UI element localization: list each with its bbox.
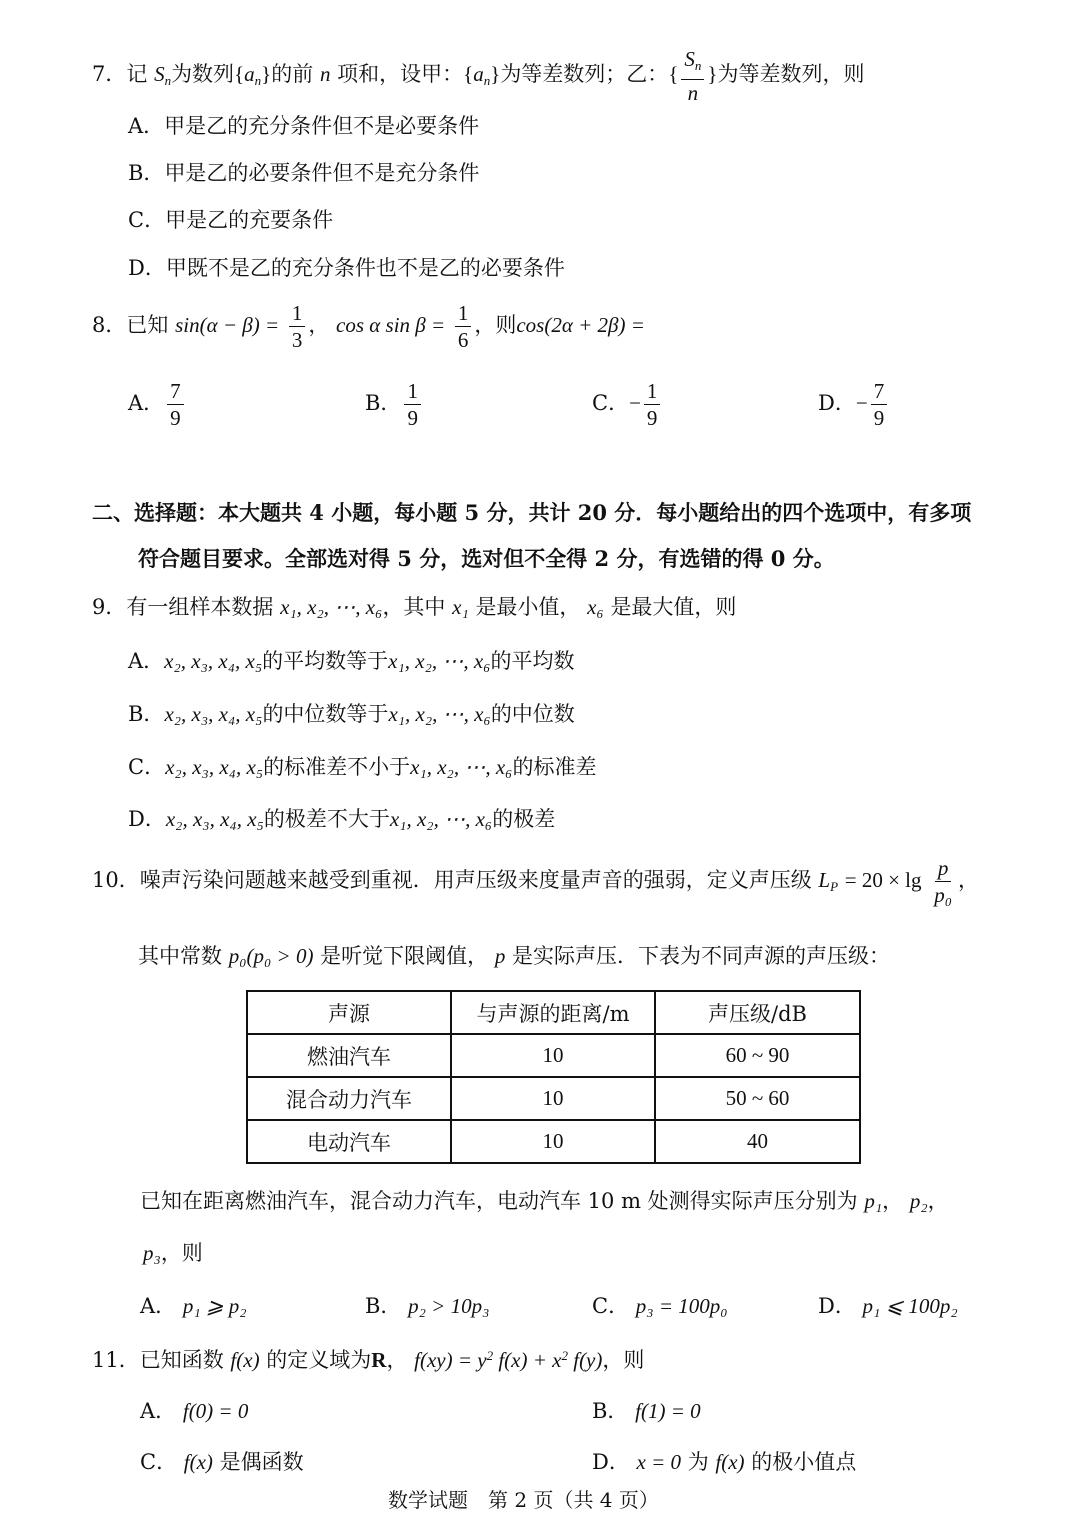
option-label: B． (592, 1399, 629, 1423)
math-seq: x₁, x₂, ⋯, x₆ (389, 807, 493, 831)
q10-after-table (140, 1185, 949, 1215)
text: ，其中 (382, 595, 446, 619)
q10-stem (92, 855, 979, 908)
option-label: D． (592, 1450, 630, 1474)
option-text: 的标准差不小于 (263, 755, 411, 779)
math-p2: p₂ (909, 1189, 928, 1213)
question-number: 8． (92, 313, 127, 337)
sym-a: a (244, 61, 255, 86)
option-label: D． (128, 807, 166, 831)
table-cell: 60 ~ 90 (655, 1034, 860, 1077)
q11-option-a[interactable] (140, 1395, 248, 1425)
option-text: p₁ ⩽ 100p₂ (862, 1294, 958, 1318)
text: 是最大值，则 (610, 595, 737, 619)
math-sin-diff: sin(α − β) = (175, 313, 280, 337)
option-label: C． (140, 1450, 178, 1474)
option-label: C． (128, 208, 166, 232)
table-row (247, 1120, 860, 1163)
option-label: D． (818, 1294, 856, 1318)
option-text: 甲是乙的充要条件 (165, 208, 334, 232)
option-label: B． (365, 1294, 402, 1318)
text: 已知函数 (139, 1348, 224, 1372)
section2-heading-line2: 符合题目要求。全部选对得 5 分，选对但不全得 2 分，有选错的得 0 分。 (138, 546, 835, 571)
math-an-set: $\{a_n\}$ (234, 61, 272, 88)
option-text: 为 (687, 1450, 709, 1474)
math-seq-mid: x₂, x₃, x₄, x₅ (164, 649, 263, 673)
math-sn-over-n: { $\frac{S_n}{n}$ } (668, 47, 718, 105)
frac-den: 9 (873, 406, 885, 430)
math-Lp (818, 868, 838, 892)
math-cos-sum: cos(2α + 2β) = (516, 313, 645, 337)
table-cell: 混合动力汽车 (247, 1077, 451, 1120)
question-number: 7． (92, 61, 127, 86)
text: ， (958, 868, 980, 892)
q11-option-c[interactable] (140, 1446, 304, 1476)
text: 已知 (126, 313, 169, 337)
math-functional-equation (414, 1348, 602, 1372)
q8-option-c[interactable] (592, 378, 663, 431)
q10-after-table-2 (143, 1237, 203, 1267)
question-number: 10． (92, 868, 140, 892)
q10-option-b[interactable] (365, 1290, 489, 1320)
option-text: p₁ ⩾ p₂ (182, 1294, 247, 1318)
q8-option-a[interactable] (128, 378, 187, 431)
math-p: p (494, 944, 506, 968)
table-cell: 10 (451, 1077, 655, 1120)
option-text: 的标准差 (512, 755, 597, 779)
text: 其中常数 (138, 944, 222, 968)
text: ， (308, 313, 330, 337)
option-text: 甲是乙的充分条件但不是必要条件 (164, 114, 480, 138)
text: 的定义域为 (266, 1348, 372, 1372)
text: 为数列 (171, 61, 235, 86)
q7-stem (92, 46, 865, 106)
math-cos-sin: cos α sin β = (336, 313, 446, 337)
option-label: A． (128, 391, 165, 415)
frac-num: 1 (404, 378, 421, 405)
table-header: 声源 (247, 991, 451, 1034)
frac-den: 9 (170, 406, 181, 430)
option-text: f(0) = 0 (182, 1399, 249, 1423)
math-seq: x₁, x₂, ⋯, x₆ (388, 649, 491, 673)
q10-option-c[interactable] (592, 1290, 728, 1320)
option-text: 甲是乙的必要条件但不是充分条件 (164, 161, 480, 185)
math-p3: p₃ (143, 1241, 161, 1265)
q9-option-a[interactable] (128, 645, 575, 675)
table-cell: 电动汽车 (247, 1120, 451, 1163)
math-p0: p₀(p₀ > 0) (228, 944, 314, 968)
table-row (247, 1034, 860, 1077)
q9-option-b[interactable] (128, 698, 575, 728)
option-label: A． (128, 649, 165, 673)
text: ，则 (474, 313, 517, 337)
sym-L: L (818, 868, 831, 892)
table-cell: 10 (451, 1034, 655, 1077)
sub-n: n (694, 58, 702, 73)
question-number: 11． (92, 1348, 140, 1372)
frac-num: 7 (167, 378, 184, 405)
text: ，则 (160, 1241, 203, 1265)
q11-option-b[interactable] (592, 1395, 701, 1425)
sign: − (629, 391, 641, 415)
section2-heading-line1: 二、选择题：本大题共 4 小题，每小题 5 分，共计 20 分．每小题给出的四个选项中，有多项 (92, 500, 972, 525)
table-cell: 10 (451, 1120, 655, 1163)
eq-part: f(y) (573, 1348, 603, 1372)
option-label: C． (128, 755, 166, 779)
math-formula: = 20 × lg (844, 868, 922, 892)
math-seq-mid: x₂, x₃, x₄, x₅ (165, 807, 264, 831)
sym-S: S (684, 47, 695, 71)
option-label: A． (128, 114, 165, 138)
option-label: D． (128, 256, 166, 280)
sub-P: P (830, 879, 839, 894)
math-an-set-2: $\{a_n\}$ (463, 61, 501, 88)
text: 是最小值， (475, 595, 581, 619)
frac-num: 1 (289, 300, 306, 327)
q8-stem (92, 300, 645, 353)
option-label: A． (140, 1294, 177, 1318)
question-number: 9． (92, 595, 127, 619)
math-seq-mid: x₂, x₃, x₄, x₅ (165, 755, 264, 779)
text: 已知在距离燃油汽车，混合动力汽车，电动汽车 10 m 处测得实际声压分别为 (140, 1189, 858, 1213)
frac-num: 1 (455, 300, 472, 327)
table-cell: 40 (655, 1120, 860, 1163)
table-header-row (247, 991, 860, 1034)
math-x6: x₆ (587, 595, 604, 619)
option-text: 的极小值点 (751, 1450, 857, 1474)
math-seq: x₁, x₂, ⋯, x₆ (280, 595, 383, 619)
q10-option-d[interactable] (818, 1290, 958, 1320)
option-text: 的平均数等于 (262, 649, 389, 673)
q10-line2 (138, 940, 890, 970)
frac-den: p₀ (934, 883, 953, 907)
option-label: C． (592, 391, 630, 415)
sub-n: n (164, 72, 172, 88)
sup-2: 2 (486, 1348, 494, 1363)
math-seq: x₁, x₂, ⋯, x₆ (410, 755, 513, 779)
math-x1: x₁ (452, 595, 469, 619)
math-Sn (154, 62, 171, 86)
frac-num: 7 (871, 378, 888, 405)
sub-n: n (254, 72, 262, 88)
table-header: 与声源的距离/m (451, 991, 655, 1034)
option-text: 的极差不大于 (263, 807, 390, 831)
sup-2: 2 (561, 1348, 568, 1363)
option-text: p₂ > 10p₃ (408, 1294, 490, 1318)
q8-option-d[interactable] (818, 378, 890, 431)
sym-a: a (473, 61, 484, 86)
q7-option-c[interactable] (128, 204, 333, 234)
option-text: 的中位数 (490, 702, 575, 726)
option-label: A． (140, 1399, 177, 1423)
eq-part: f(x) + x (498, 1348, 562, 1372)
eq-part: f(xy) = y (414, 1348, 487, 1372)
text: 是听觉下限阈值， (320, 944, 489, 968)
den-n: n (687, 81, 699, 105)
option-math: f(x) (183, 1450, 213, 1474)
sub-n: n (483, 72, 491, 88)
option-math: f(x) (715, 1450, 745, 1474)
option-text: 的极差 (492, 807, 556, 831)
frac-num: p (935, 855, 952, 882)
text: 是实际声压．下表为不同声源的声压级： (512, 944, 891, 968)
option-label: D． (818, 391, 856, 415)
table-cell: 燃油汽车 (247, 1034, 451, 1077)
text: ， (882, 1189, 904, 1213)
option-text: 的中位数等于 (262, 702, 389, 726)
math-R: R (371, 1348, 387, 1372)
text: 记 (126, 61, 148, 86)
frac-den: 3 (291, 328, 303, 352)
math-fx: f(x) (230, 1348, 260, 1372)
table-header: 声压级/dB (655, 991, 860, 1034)
sign: − (855, 391, 868, 415)
q7-option-a[interactable] (128, 110, 479, 140)
option-text: 的平均数 (490, 649, 575, 673)
q7-option-d[interactable] (128, 252, 565, 282)
text: ， (927, 1189, 949, 1213)
q8-option-b[interactable] (365, 378, 424, 431)
q9-option-c[interactable] (128, 751, 596, 781)
q11-option-d[interactable] (592, 1446, 856, 1476)
q9-option-d[interactable] (128, 803, 555, 833)
table-row (247, 1077, 860, 1120)
sym-S: S (154, 61, 165, 86)
text: 有一组样本数据 (126, 595, 274, 619)
option-text: p₃ = 100p₀ (635, 1294, 728, 1318)
sound-level-table (246, 990, 861, 1164)
text: 项和，设甲： (337, 61, 464, 86)
text: ，则 (602, 1348, 645, 1372)
q11-stem (92, 1344, 644, 1374)
text: ， (386, 1348, 408, 1372)
math-seq-mid: x₂, x₃, x₄, x₅ (164, 702, 263, 726)
option-label: B． (128, 161, 165, 185)
q10-option-a[interactable] (140, 1290, 247, 1320)
text: 噪声污染问题越来越受到重视．用声压级来度量声音的强弱，定义声压级 (139, 868, 812, 892)
math-p1: p₁ (864, 1189, 883, 1213)
text: 为等差数列；乙： (500, 61, 669, 86)
option-label: C． (592, 1294, 630, 1318)
q9-stem (92, 591, 736, 621)
frac-den: 9 (407, 406, 418, 430)
frac-num: 1 (644, 378, 661, 405)
page-footer: 数学试题 第 2 页（共 4 页） (388, 1488, 659, 1512)
option-text: f(1) = 0 (635, 1399, 701, 1423)
option-label: B． (365, 391, 402, 415)
option-label: B． (128, 702, 165, 726)
frac-den: 6 (457, 328, 469, 352)
q7-option-b[interactable] (128, 157, 479, 187)
text: 为等差数列，则 (717, 61, 865, 86)
option-text: 是偶函数 (219, 1450, 304, 1474)
sym-n: n (319, 61, 331, 86)
frac-den: 9 (646, 406, 658, 430)
option-text: 甲既不是乙的充分条件也不是乙的必要条件 (165, 256, 565, 280)
option-math: x = 0 (636, 1450, 682, 1474)
text: 的前 (271, 61, 314, 86)
table-cell: 50 ~ 60 (655, 1077, 860, 1120)
math-seq: x₁, x₂, ⋯, x₆ (388, 702, 491, 726)
